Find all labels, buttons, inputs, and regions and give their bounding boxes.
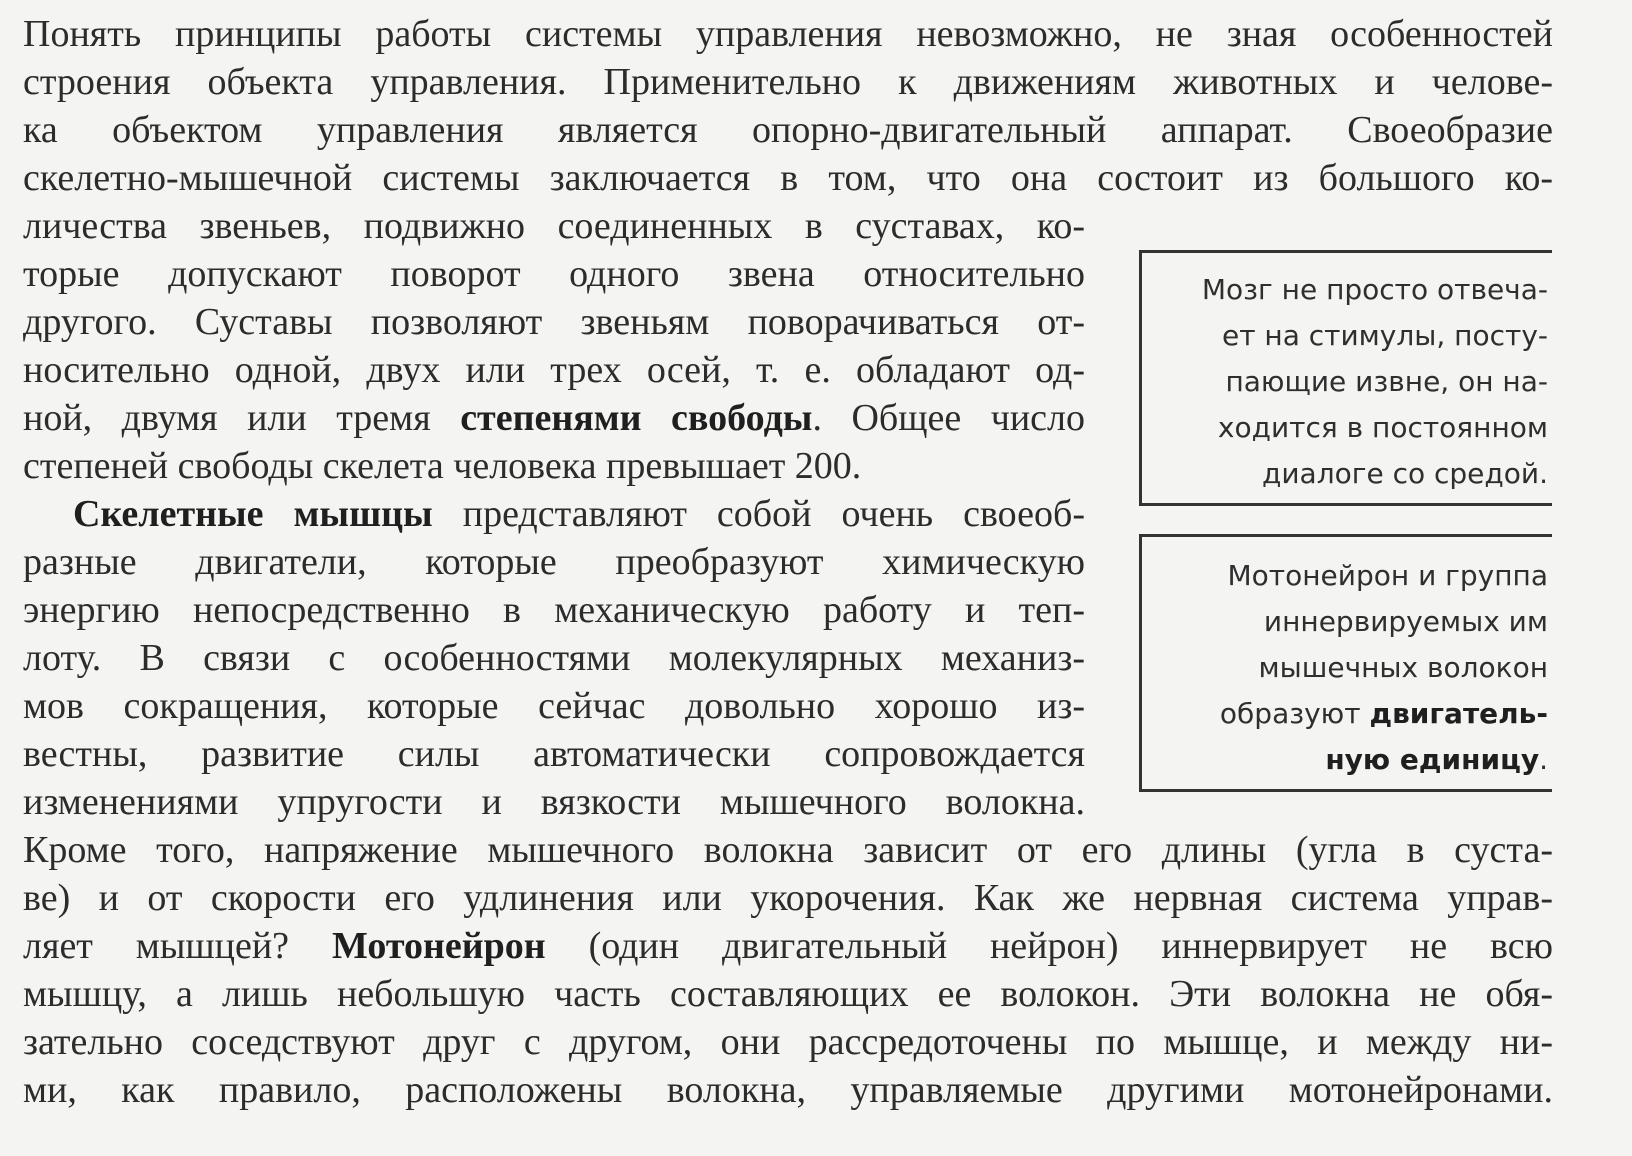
paragraph-line: изменениями упругости и вязкости мышечного волокна. (23, 781, 1085, 823)
paragraph-line: ве) и от скорости его удлинения или укорочения. Как же нервная система управ- (23, 877, 1553, 919)
paragraph-line: энергию непосредственно в механическую работу и теп- (23, 589, 1085, 631)
paragraph-line: Понять принципы работы системы управления невозможно, не зная особенностей (23, 13, 1553, 55)
margin-note-line: образуют двигатель- (1219, 697, 1548, 730)
paragraph-line: личества звеньев, подвижно соединенных в суставах, ко- (23, 205, 1085, 247)
margin-note-line: диалоге со средой. (1262, 457, 1548, 490)
margin-note-box (1139, 250, 1552, 506)
margin-note-box (1139, 534, 1552, 792)
paragraph-line: степеней свободы скелета человека превышает 200. (23, 445, 862, 487)
margin-note-line: Мотонейрон и группа (1227, 559, 1548, 592)
paragraph-line: другого. Суставы позволяют звеньям поворачиваться от- (23, 301, 1085, 343)
margin-note-line: ет на стимулы, посту- (1221, 319, 1548, 352)
paragraph-line: вестны, развитие силы автоматически сопровождается (23, 733, 1085, 775)
term-skeletal-muscles: Скелетные мышцы (73, 493, 433, 535)
paragraph-line: ми, как правило, расположены волокна, управляемые другими мотонейронами. (23, 1069, 1553, 1111)
paragraph-line: торые допускают поворот одного звена относительно (23, 253, 1085, 295)
term-motor-unit: ную единицу (1325, 743, 1540, 776)
paragraph-line: скелетно-мышечной системы заключается в том, что она состоит из большого ко- (23, 157, 1553, 199)
paragraph-line: строения объекта управления. Применительно к движениям животных и челове- (23, 61, 1553, 103)
margin-note-line: иннервируемых им (1263, 605, 1548, 638)
margin-note-line: ную единицу. (1325, 743, 1548, 776)
term-motor-unit: двигатель- (1369, 697, 1548, 730)
paragraph-line: зательно соседствуют друг с другом, они рассредоточены по мышце, и между ни- (23, 1021, 1553, 1063)
paragraph-line: Скелетные мышцы представляют собой очень своеоб- (73, 493, 1085, 535)
margin-note-line: ходится в постоянном (1217, 411, 1548, 444)
paragraph-line: ка объектом управления является опорно-двигательный аппарат. Своеобразие (23, 109, 1553, 151)
margin-note-line: пающие извне, он на- (1225, 365, 1548, 398)
paragraph-line: мышцу, а лишь небольшую часть составляющих ее волокон. Эти волокна не обя- (23, 973, 1553, 1015)
paragraph-line: разные двигатели, которые преобразуют химическую (23, 541, 1085, 583)
paragraph-line: мов сокращения, которые сейчас довольно хорошо из- (23, 685, 1085, 727)
margin-note-line: мышечных волокон (1258, 651, 1548, 684)
paragraph-line: ляет мышцей? Мотонейрон (один двигательный нейрон) иннервирует не всю (23, 925, 1553, 967)
paragraph-line: Кроме того, напряжение мышечного волокна зависит от его длины (угла в суста- (23, 829, 1553, 871)
paragraph-line: носительно одной, двух или трех осей, т. е. обладают од- (23, 349, 1085, 391)
term-degrees-of-freedom: степенями свободы (460, 397, 813, 439)
margin-note-line: Мозг не просто отвеча- (1201, 273, 1548, 306)
term-motoneuron: Мотонейрон (331, 925, 546, 967)
paragraph-line: лоту. В связи с особенностями молекулярных механиз- (23, 637, 1085, 679)
paragraph-line: ной, двумя или тремя степенями свободы. Общее число (23, 397, 1085, 439)
